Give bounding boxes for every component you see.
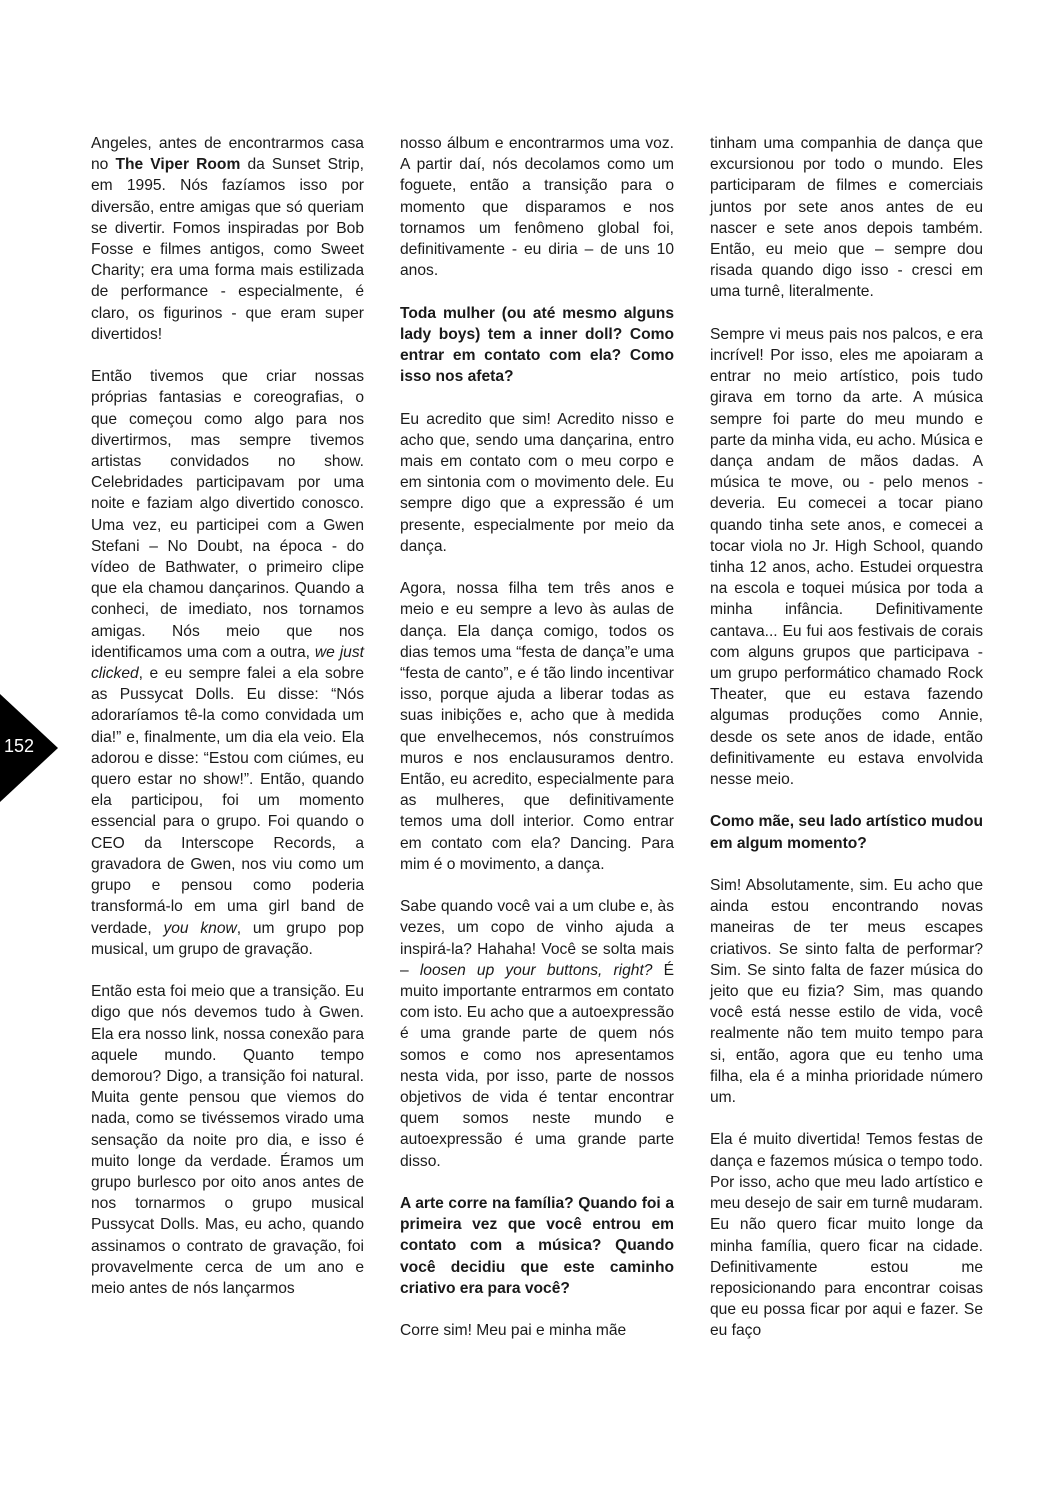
interview-question: Toda mulher (ou até mesmo alguns lady boys) tem a inner doll? Como entrar em contato com ela? Como isso nos afeta? xyxy=(400,304,674,386)
article-column-1 xyxy=(91,133,364,1320)
page-number: 152 xyxy=(4,736,35,756)
paragraph: Angeles, antes de encontrarmos casa no The Viper Room da Sunset Strip, em 1995. Nós fazíamos isso por diversão, entre amigas que só queriam se divertir. Fomos inspiradas por Bob Fosse e filmes antigos, como Sweet Charity; era uma forma mais estilizada de performance - especialmente, é claro, os figurinos - que eram super divertidos! xyxy=(91,135,364,343)
paragraph: Então esta foi meio que a transição. Eu digo que nós devemos tudo à Gwen. Ela era nosso link, nossa conexão para aquele mundo. Quanto tempo demorou? Digo, a transição foi natural. Muita gente pensou que viemos do nada, como se tivéssemos virado uma sensação da noite pro dia, e isso é muito longe da verdade. Éramos um grupo burlesco por oito anos antes de nos tornarmos o grupo musical Pussycat Dolls. Mas, eu acho, quando assinamos o contrato de gravação, foi provavelmente cerca de um ano e meio antes de nós lançarmos xyxy=(91,983,364,1297)
venue-name: The Viper Room xyxy=(115,156,241,174)
english-phrase: loosen up your buttons, right? xyxy=(419,961,653,979)
paragraph: Sabe quando você vai a um clube e, às vezes, um copo de vinho ajuda a inspirá-la? Hahaha! Você se solta mais – loosen up your buttons, right? É muito importante entrarmos em contato com isto. Eu acho que a autoexpressão é uma grande parte de quem nós somos e como nos apresentamos nesta vida, por isso, parte de nossos objetivos de vida é tentar encontrar quem somos neste mundo e autoexpressão é uma grande parte disso. xyxy=(400,898,675,1170)
english-phrase: we just clicked xyxy=(91,643,364,683)
paragraph: Agora, nossa filha tem três anos e meio e eu sempre a levo às aulas de dança. Ela dança comigo, todos os dias temos uma “festa de dança”e uma “festa de canto”, e é tão lindo incentivar isso, porque ajuda a liberar todas as suas inibições e, acho que à medida que envelhecemos, nós construímos muros e nos enclausuramos dentro. Então, eu acredito, especialmente para as mulheres, que definitivamente temos uma doll interior. Como entrar em contato com ela? Dancing. Para mim é o movimento, a dança. xyxy=(400,580,674,873)
article-column-3 xyxy=(710,133,983,1363)
paragraph: tinham uma companhia de dança que excursionou por todo o mundo. Eles participaram de filmes e comerciais juntos por sete anos antes de eu nascer e sete anos depois também. Então, eu meio que – sempre dou risada quando digo isso - cresci em uma turnê, literalmente. xyxy=(710,135,983,301)
paragraph: nosso álbum e encontrarmos uma voz. A partir daí, nós decolamos como um foguete, então a transição para o momento que disparamos e nos tornamos um fenômeno global foi, definitivamente - eu diria – de uns 10 anos. xyxy=(400,135,674,280)
paragraph: Sempre vi meus pais nos palcos, e era incrível! Por isso, eles me apoiaram a entrar no meio artístico, pois tudo girava em torno da arte. A música sempre foi parte do meu mundo e parte da minha vida, eu acho. Música e dança andam de mãos dadas. A música te move, ou - pelo menos - deveria. Eu comecei a tocar piano quando tinha sete anos, e comecei a tocar viola no Jr. High School, quando tinha 12 anos, acho. Estudei orquestra na escola e toquei música por toda a minha infância. Definitivamente cantava... Eu fui aos festivais de corais com alguns grupos que participava - um grupo performático chamado Rock Theater, que eu estava fazendo algumas produções como Annie, desde os sete anos de idade, então definitivamente eu estava envolvida nesse meio. xyxy=(710,325,983,789)
paragraph: Eu acredito que sim! Acredito nisso e acho que, sendo uma dançarina, entro mais em contato com o meu corpo e em sintonia com o movimento dele. Eu sempre digo que a expressão é um presente, especialmente por meio da dança. xyxy=(400,410,674,555)
interview-question: A arte corre na família? Quando foi a primeira vez que você entrou em contato com a música? Quando você decidiu que este caminho criativo era para você? xyxy=(400,1195,674,1297)
interview-question: Como mãe, seu lado artístico mudou em algum momento? xyxy=(710,813,983,852)
paragraph: Ela é muito divertida! Temos festas de dança e fazemos música o tempo todo. Por isso, acho que meu lado artístico e meu desejo de sair em turnê mudaram. Eu não quero ficar muito longe da minha família, quero ficar na cidade. Definitivamente estou me reposicionando para encontrar coisas que eu possa ficar por aqui e fazer. Se eu faço xyxy=(710,1131,983,1340)
english-phrase: you know xyxy=(163,919,237,937)
paragraph: Corre sim! Meu pai e minha mãe xyxy=(400,1322,627,1340)
paragraph: Então tivemos que criar nossas próprias fantasias e coreografias, o que começou como algo para nos divertirmos, mas sempre tivemos artistas convidados no show. Celebridades participavam por uma noite e faziam algo divertido conosco. Uma vez, eu participei com a Gwen Stefani – No Doubt, na época - do vídeo de Bathwater, o primeiro clipe que ela chamou dançarinos. Quando a conheci, de imediato, nos tornamos amigas. Nós meio que nos identificamos uma com a outra, we just clicked, e eu sempre falei a ela sobre as Pussycat Dolls. Eu disse: “Nós adoraríamos tê-la como convidada um dia!” e, finalmente, um dia ela veio. Ela adorou e disse: “Estou com ciúmes, eu quero estar no show!”. Então, quando ela participou, foi um momento essencial para o grupo. Foi quando o CEO da Interscope Records, a gravadora de Gwen, nos viu como um grupo e pensou como poderia transformá-lo em uma girl band de verdade, you know, um grupo pop musical, um grupo de gravação. xyxy=(91,368,364,958)
article-column-2 xyxy=(400,133,674,1363)
paragraph: Sim! Absolutamente, sim. Eu acho que ainda estou encontrando novas maneiras de ter meus escapes criativos. Se sinto falta de performar? Sim. Se sinto falta de fazer música do jeito que eu fizia? Sim, mas quando você está nesse estilo de vida, você realmente não tem muito tempo para si, então, agora que eu tenho uma filha, ela é a minha prioridade número um. xyxy=(710,877,983,1107)
